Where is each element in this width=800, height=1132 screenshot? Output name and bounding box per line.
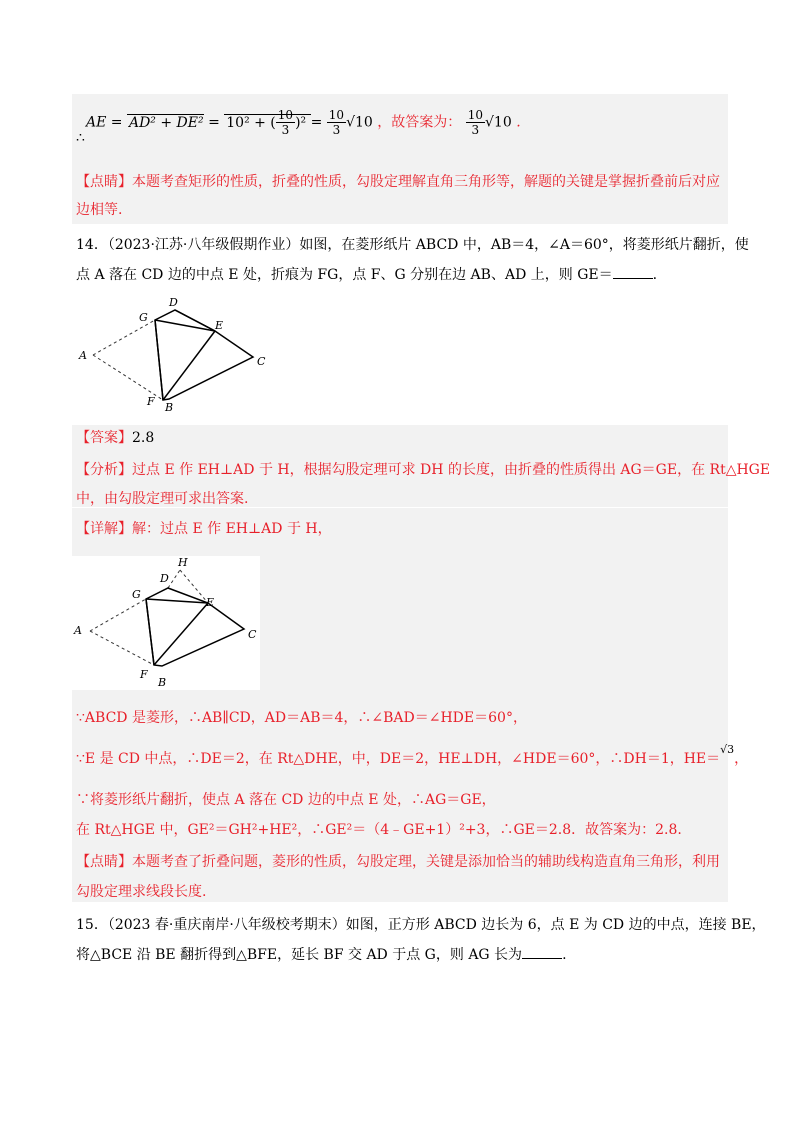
sqrt2-pre: 10² + ( (226, 114, 276, 131)
answer-period: . (516, 114, 521, 131)
frac-ten-thirds (276, 108, 295, 137)
result-num: 10 (328, 108, 345, 122)
q14-line2 (76, 265, 657, 285)
detail14-intro (76, 519, 332, 539)
q14-end: . (652, 267, 658, 283)
label-F: F (147, 395, 155, 408)
label2-C: C (248, 628, 257, 641)
eq-lhs: AE = (86, 114, 123, 131)
comment14-line2: 勾股定理求线段长度. (76, 884, 207, 900)
result-rad: √10 (346, 114, 373, 131)
comment13-line1 (76, 172, 720, 192)
frac-den: 3 (281, 123, 290, 137)
comment14-tag: 【点睛】 (76, 854, 132, 870)
comment13-line2: 边相等. (76, 202, 123, 218)
answer-text: ，故答案为： (377, 114, 462, 131)
answer-rad: √10 (485, 114, 512, 131)
detail14-tag: 【详解】 (76, 521, 132, 537)
rhombus-figure-2 (72, 556, 262, 690)
label-G: G (139, 311, 148, 324)
sqrt2-post: )² (295, 114, 307, 131)
detail14-line2 (76, 743, 749, 770)
q14-line1: 14．（2023·江苏·八年级假期作业）如图，在菱形纸片 ABCD 中，AB＝4，∠A＝60°，将菱形纸片翻折，使 (76, 237, 749, 253)
detail14-text2: ∵E 是 CD 中点，∴DE＝2，在 Rt△DHE，中，DE＝2，HE⊥DH，∠HDE＝60°，∴DH＝1，HE＝ (76, 751, 721, 767)
label2-E: E (206, 596, 215, 609)
label2-G: G (132, 588, 141, 601)
sqrt3: √3 (720, 743, 735, 756)
comment14-text1: 本题考查了折叠问题，菱形的性质，勾股定理，关键是添加恰当的辅助线构造直角三角形，利用 (132, 854, 720, 870)
comment13-tag: 【点睛】 (76, 174, 132, 190)
q15-line1: 15．（2023 春·重庆南岸·八年级校考期末）如图，正方形 ABCD 边长为 6，点 E 为 CD 边的中点，连接 BE， (76, 917, 766, 933)
label-E: E (215, 319, 224, 332)
answer-blank (613, 266, 653, 279)
q14-text2: 点 A 落在 CD 边的中点 E 处，折痕为 FG，点 F、G 分别在边 AB、AD 上，则 GE＝ (76, 267, 613, 283)
detail14-line1: ∵ABCD 是菱形，∴AB∥CD，AD＝AB＝4，∴∠BAD＝∠HDE＝60°， (76, 710, 527, 726)
comment13-text1: 本题考查矩形的性质，折叠的性质，勾股定理解直角三角形等，解题的关键是掌握折叠前后对应 (132, 174, 720, 190)
answer-den: 3 (471, 123, 480, 137)
label2-F: F (140, 668, 148, 681)
label2-A: A (74, 624, 82, 637)
analysis14-text1: 过点 E 作 EH⊥AD 于 H，根据勾股定理可求 DH 的长度，由折叠的性质得出 AG＝GE，在 Rt△HGE (132, 462, 771, 478)
label2-H: H (178, 556, 188, 569)
therefore-symbol: ∴ (76, 130, 85, 146)
analysis14-line1 (76, 460, 770, 480)
label2-B: B (158, 676, 167, 689)
q15-answer-blank (522, 946, 562, 959)
detail14-intro-text: 解：过点 E 作 EH⊥AD 于 H， (132, 521, 332, 537)
result-frac (327, 108, 346, 137)
label2-D: D (160, 572, 169, 585)
frac-num: 10 (277, 108, 294, 122)
analysis14-tag: 【分析】 (76, 462, 132, 478)
detail14-line3: ∵将菱形纸片翻折，使点 A 落在 CD 边的中点 E 处，∴AG＝GE， (76, 792, 496, 808)
answer14-tag: 【答案】 (76, 430, 132, 446)
q15-end: . (562, 947, 567, 963)
answer14-value: 2.8 (132, 430, 155, 446)
answer-num: 10 (467, 108, 483, 122)
q15-text2: 将△BCE 沿 BE 翻折得到△BFE，延长 BF 交 AD 于点 G，则 AG 长为 (76, 947, 523, 963)
comment14-line1 (76, 852, 720, 872)
q15-line2 (76, 945, 567, 965)
answer14-line (76, 428, 154, 448)
label-B: B (165, 401, 174, 414)
detail14-line4: 在 Rt△HGE 中，GE²＝GH²+HE²，∴GE²＝（4﹣GE+1）²+3，∴GE＝2.8．故答案为：2.8. (76, 822, 682, 838)
detail14-end2: ， (734, 751, 749, 767)
answer-frac (466, 108, 485, 137)
result-den: 3 (332, 123, 341, 137)
label-C: C (257, 355, 266, 368)
sqrt-expr: AD² + DE² (128, 114, 204, 131)
sqrt2 (224, 108, 310, 137)
label-A: A (79, 349, 87, 362)
eq3: = (310, 114, 323, 131)
rhombus-figure-1 (75, 293, 275, 423)
eq2: = (208, 114, 220, 131)
analysis14-line2: 中，由勾股定理可求出答案. (76, 491, 249, 507)
label-D: D (169, 296, 178, 309)
